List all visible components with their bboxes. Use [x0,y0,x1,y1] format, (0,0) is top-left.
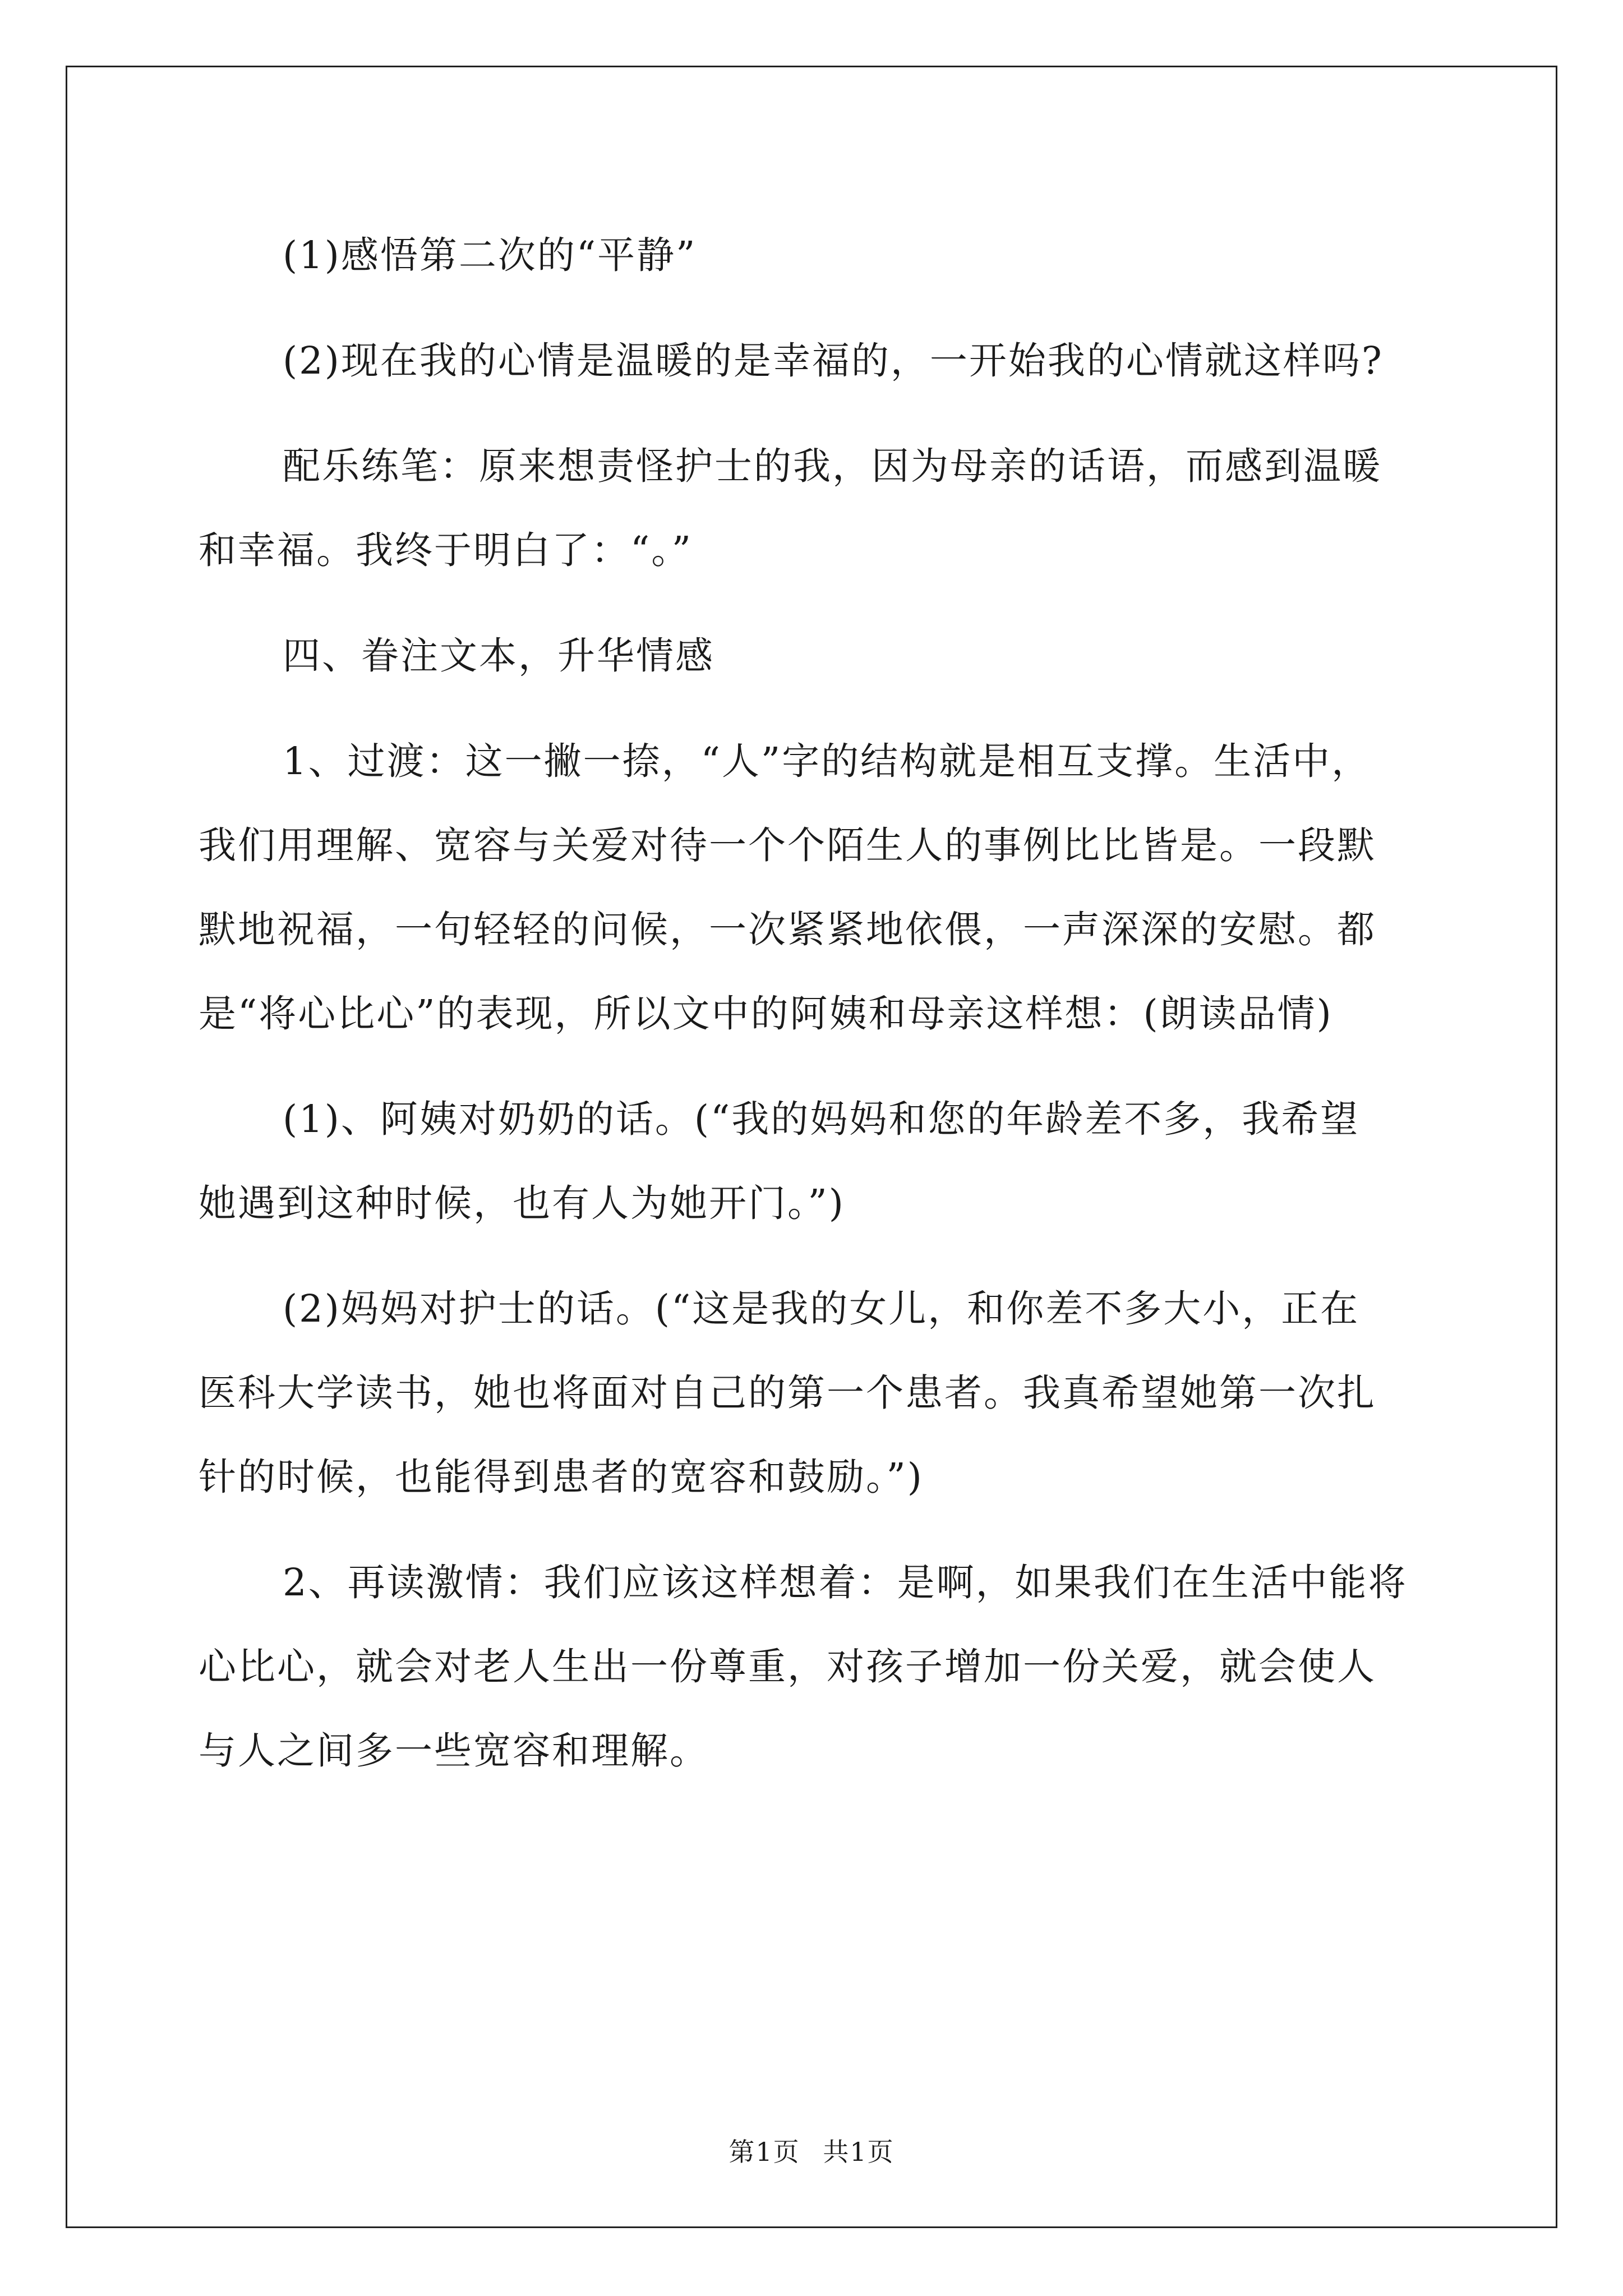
text-line: (2)妈妈对护士的话。(“这是我的女儿，和你差不多大小，正在 [283,1287,1360,1331]
paragraph-2 [199,319,1421,403]
paragraph-6 [199,1077,1421,1245]
section-heading [199,614,1421,698]
text-line: (1)感悟第二次的“平静” [283,233,697,277]
text-line: 1、过渡：这一撇一捺，“人”字的结构就是相互支撑。生活中， [283,739,1371,783]
page-total: 共1页 [823,2137,895,2167]
text-line: 医科大学读书，她也将面对自己的第一个患者。我真希望她第一次扎 [199,1371,1376,1415]
text-line: (2)现在我的心情是温暖的是幸福的，一开始我的心情就这样吗? [283,339,1384,383]
text-line: 我们用理解、宽容与关爱对待一个个陌生人的事例比比皆是。一段默 [199,823,1376,867]
paragraph-1 [199,213,1421,297]
document-body [199,213,1421,1814]
paragraph-3 [199,424,1421,592]
text-line: (1)、阿姨对奶奶的话。(“我的妈妈和您的年龄差不多，我希望 [283,1097,1360,1141]
page-number: 第1页 [728,2137,800,2167]
text-line: 她遇到这种时候，也有人为她开门。”) [199,1181,845,1225]
text-line: 四、眷注文本，升华情感 [283,634,714,678]
text-line: 配乐练笔：原来想责怪护士的我，因为母亲的话语，而感到温暖 [283,444,1382,488]
text-line: 心比心，就会对老人生出一份尊重，对孩子增加一份关爱，就会使人 [199,1645,1376,1688]
text-line: 2、再读激情：我们应该这样想着：是啊，如果我们在生活中能将 [283,1561,1408,1604]
text-line: 与人之间多一些宽容和理解。 [199,1729,709,1773]
text-line: 针的时候，也能得到患者的宽容和鼓励。”) [199,1455,924,1499]
text-line: 是“将心比心”的表现，所以文中的阿姨和母亲这样想：(朗读品情) [199,992,1333,1036]
text-line: 默地祝福，一句轻轻的问候，一次紧紧地依偎，一声深深的安慰。都 [199,908,1376,951]
paragraph-7 [199,1267,1421,1519]
paragraph-8 [199,1540,1421,1793]
paragraph-5 [199,719,1421,1056]
text-line: 和幸福。我终于明白了：“。” [199,528,693,572]
page-footer [0,2132,1623,2169]
